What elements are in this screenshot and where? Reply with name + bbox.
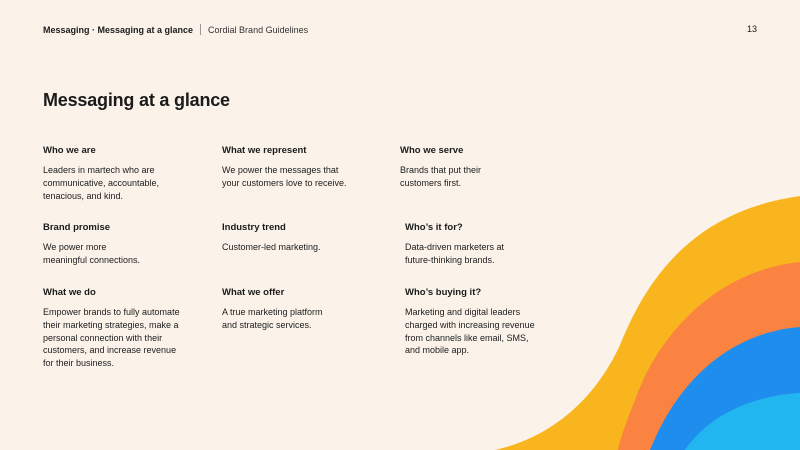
block-heading: Who we are [43,145,96,156]
block-heading: What we represent [222,145,307,156]
block-heading: What we do [43,287,96,298]
block-body: Brands that put their customers first. [400,165,482,188]
block-industry-trend [222,222,382,254]
block-body: Leaders in martech who are communicative, accountable, tenacious, and kind. [43,165,160,201]
block-heading: What we offer [222,287,285,298]
block-what-we-do [43,287,223,370]
block-who-we-are [43,145,203,202]
header-divider [200,24,201,35]
block-brand-promise [43,222,203,267]
block-body: Marketing and digital leaders charged with increasing revenue from channels like email, SMS, and mobile app. [405,307,535,356]
block-body: A true marketing platform and strategic services. [222,307,323,330]
block-heading: Brand promise [43,222,111,233]
block-body: We power the messages that your customers love to receive. [222,165,347,188]
block-whos-it-for [405,222,565,267]
block-body: We power more meaningful connections. [43,242,141,265]
block-body: Customer-led marketing. [222,242,321,252]
block-heading: Who’s it for? [405,222,463,233]
block-body: Empower brands to fully automate their marketing strategies, make a personal connection with their customers, and increase revenue for their business. [43,307,180,369]
block-heading: Who we serve [400,145,464,156]
block-whos-buying-it [405,287,575,357]
block-heading: Industry trend [222,222,286,233]
block-who-we-serve [400,145,560,190]
page-number: 13 [746,24,757,34]
section-breadcrumb: Messaging · Messaging at a glance [43,24,194,35]
page-header [43,24,308,35]
document-title: Cordial Brand Guidelines [208,24,309,35]
block-what-we-offer [222,287,382,332]
page-title: Messaging at a glance [43,90,230,110]
block-body: Data-driven marketers at future-thinking brands. [405,242,505,265]
block-heading: Who’s buying it? [405,287,482,298]
block-what-we-represent [222,145,382,190]
